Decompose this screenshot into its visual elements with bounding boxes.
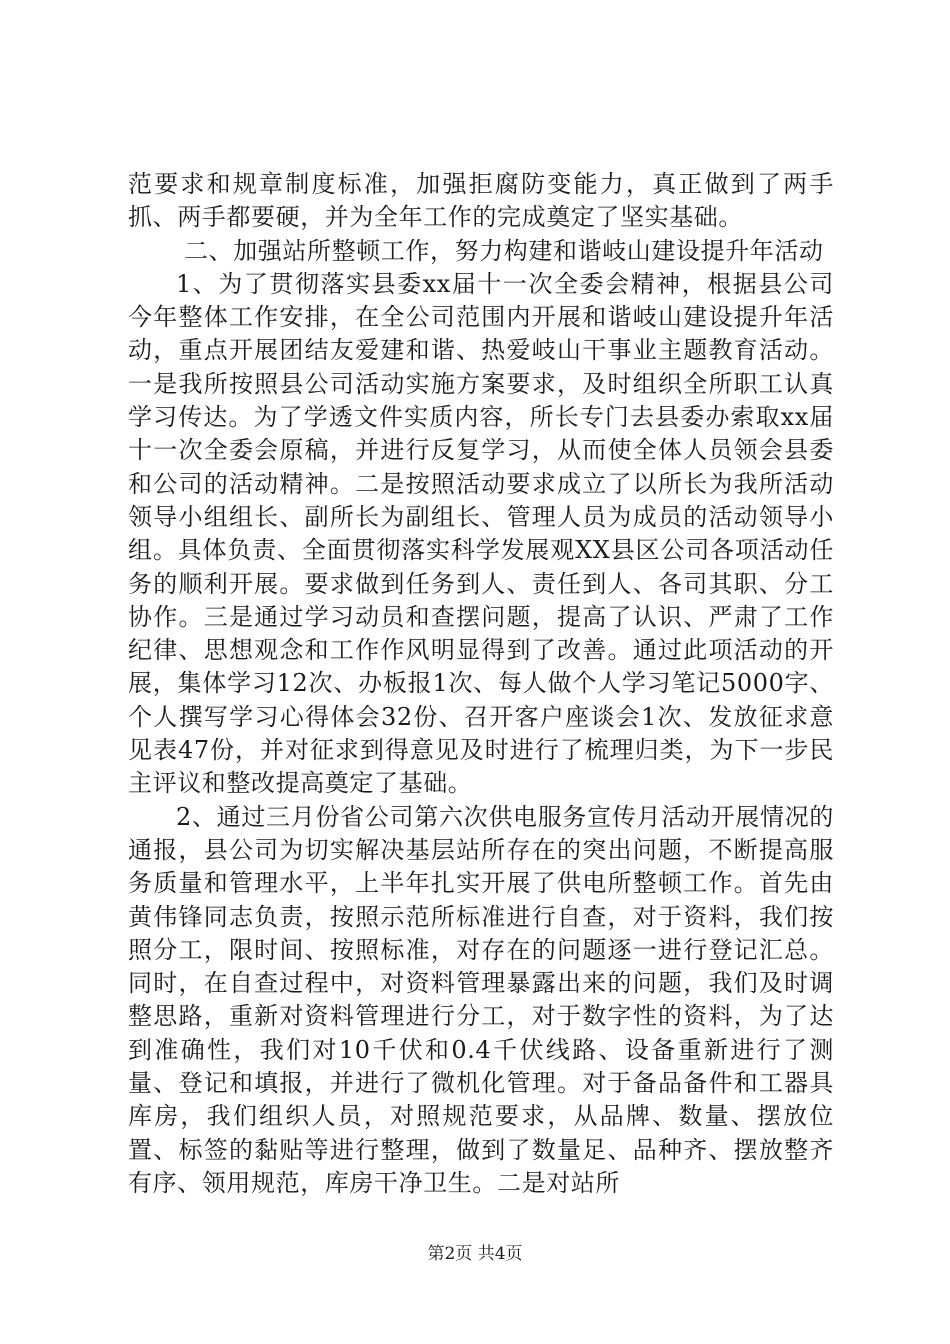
page-number-footer: 第2页 共4页 [427,1244,523,1264]
document-body [128,168,834,1200]
paragraph-continuation: 范要求和规章制度标准，加强拒腐防变能力，真正做到了两手抓、两手都要硬，并为全年工作的完成奠定了坚实基础。 [128,170,834,232]
section-heading: 二、加强站所整顿工作，努力构建和谐岐山建设提升年活动 [184,236,824,265]
paragraph-item-2: 2、通过三月份省公司第六次供电服务宣传月活动开展情况的通报，县公司为切实解决基层站所存在的突出问题，不断提高服务质量和管理水平，上半年扎实开展了供电所整顿工作。首先由黄伟锋同志负责，按照示范所标准进行自查，对于资料，我们按照分工，限时间、按照标准，对存在的问题逐一进行登记汇总。同时，在自查过程中，对资料管理暴露出来的问题，我们及时调整思路，重新对资料管理进行分工，对于数字性的资料，为了达到准确性，我们对10千伏和0.4千伏线路、设备重新进行了测量、登记和填报，并进行了微机化管理。对于备品备件和工器具库房，我们组织人员，对照规范要求，从品牌、数量、摆放位置、标签的黏贴等进行整理，做到了数量足、品种齐、摆放整齐有序、领用规范，库房干净卫生。二是对站所 [128,802,834,1197]
paragraph-item-1: 1、为了贯彻落实县委xx届十一次全委会精神，根据县公司今年整体工作安排，在全公司范围内开展和谐岐山建设提升年活动，重点开展团结友爱建和谐、热爱岐山干事业主题教育活动。一是我所按照县公司活动实施方案要求，及时组织全所职工认真学习传达。为了学透文件实质内容，所长专门去县委办索取xx届十一次全委会原稿，并进行反复学习，从而使全体人员领会县委和公司的活动精神。二是按照活动要求成立了以所长为我所活动领导小组组长、副所长为副组长、管理人员为成员的活动领导小组。具体负责、全面贯彻落实科学发展观XX县区公司各项活动任务的顺利开展。要求做到任务到人、责任到人、各司其职、分工协作。三是通过学习动员和查摆问题，提高了认识、严肃了工作纪律、思想观念和工作作风明显得到了改善。通过此项活动的开展，集体学习12次、办板报1次、每人做个人学习笔记5000字、个人撰写学习心得体会32份、召开客户座谈会1次、发放征求意见表47份，并对征求到得意见及时进行了梳理归类，为下一步民主评议和整改提高奠定了基础。 [128,269,834,798]
